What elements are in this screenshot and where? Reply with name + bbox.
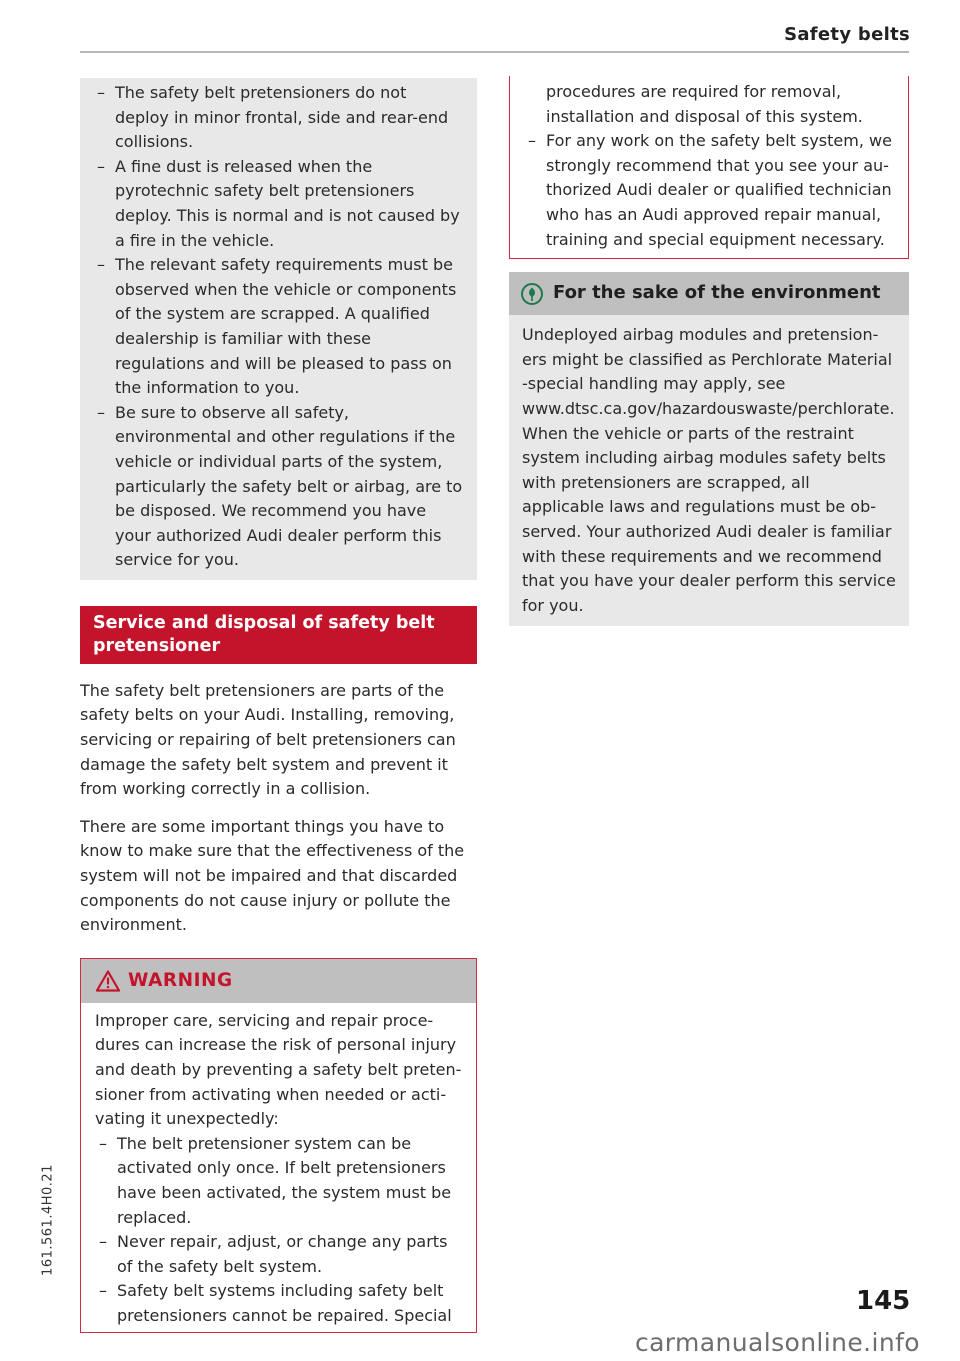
section-heading: Service and disposal of safety belt pretensioner [80, 606, 477, 664]
list-item: – Be sure to observe all safety, environmental and other regulations if the vehicle or individual parts of the system, particularly the safety belt or airbag, are to be disposed. We recommend you have your authorized Audi dealer perform this service for you. [93, 401, 464, 573]
environment-leaf-icon [521, 283, 543, 305]
environment-text: Undeployed airbag modules and pretensioners might be classified as Perchlorate Material -special handling may apply, see www.dtsc.ca.gov/hazardouswaste/perchlorate. When the vehicle or parts of the restraint system including airbag modules safety belts with pretensioners are scrapped, all applicable laws and regulations must be observed. Your authorized Audi dealer is familiar with these requirements and we recommend that you have your dealer perform this service for you. [522, 325, 896, 615]
warning-box [80, 958, 477, 1333]
body-paragraph: The safety belt pretensioners are parts of the safety belts on your Audi. Installing, removing, servicing or repairing of belt pretensioners can damage the safety belt system and prevent it from working correctly in a collision. [80, 680, 456, 799]
list-item: – The relevant safety requirements must be observed when the vehicle or components of the system are scrapped. A qualified dealership is familiar with these regulations and will be pleased to pass on the information to you. [93, 253, 464, 401]
warning-bullet-list [524, 129, 894, 252]
warning-continuation-text: procedures are required for removal, installation and disposal of this system. [546, 82, 863, 126]
list-item: – The belt pretensioner system can be activated only once. If belt pretensioners have been activated, the system must be replaced. [95, 1132, 462, 1230]
header-divider [80, 51, 909, 53]
document-code-text: 161.561.4H0.21 [40, 1164, 56, 1276]
list-item: – A fine dust is released when the pyrotechnic safety belt pretensioners deploy. This is normal and is not caused by a fire in the vehicle. [93, 155, 464, 253]
warning-triangle-icon [96, 970, 120, 992]
list-item: – Never repair, adjust, or change any parts of the safety belt system. [95, 1230, 462, 1279]
watermark: carmanualsonline.info [634, 1328, 920, 1357]
list-item: – Safety belt systems including safety belt pretensioners cannot be repaired. Special [95, 1279, 462, 1328]
warning-bullet-list [95, 1132, 462, 1329]
note-continuation-box [80, 78, 477, 580]
body-paragraph: There are some important things you have to know to make sure that the effectiveness of the system will not be impaired and that discarded components do not cause injury or pollute the environment. [80, 816, 465, 935]
intro-bullet-list [93, 81, 464, 573]
section-title: Safety belts [784, 24, 910, 45]
list-item: – For any work on the safety belt system, we strongly recommend that you see your authorized Audi dealer or qualified technician who has an Audi approved repair manual, training and special equipment necessary. [524, 129, 894, 252]
warning-header [81, 959, 476, 1003]
warning-intro: Improper care, servicing and repair procedures can increase the risk of personal injury and death by preventing a safety belt pretensioner from activating when needed or activating it unexpectedly: [95, 1010, 462, 1129]
list-item: – The safety belt pretensioners do not deploy in minor frontal, side and rear-end collisions. [93, 81, 464, 155]
warning-body [81, 1003, 476, 1332]
document-code [36, 1120, 60, 1320]
page-number: 145 [856, 1286, 911, 1316]
right-column [509, 76, 909, 626]
environment-header [509, 272, 909, 315]
environment-note-box [509, 272, 909, 626]
warning-continuation-box [509, 76, 909, 259]
left-column [80, 78, 477, 1333]
warning-label: WARNING [128, 969, 233, 991]
environment-label: For the sake of the environment [553, 282, 881, 304]
